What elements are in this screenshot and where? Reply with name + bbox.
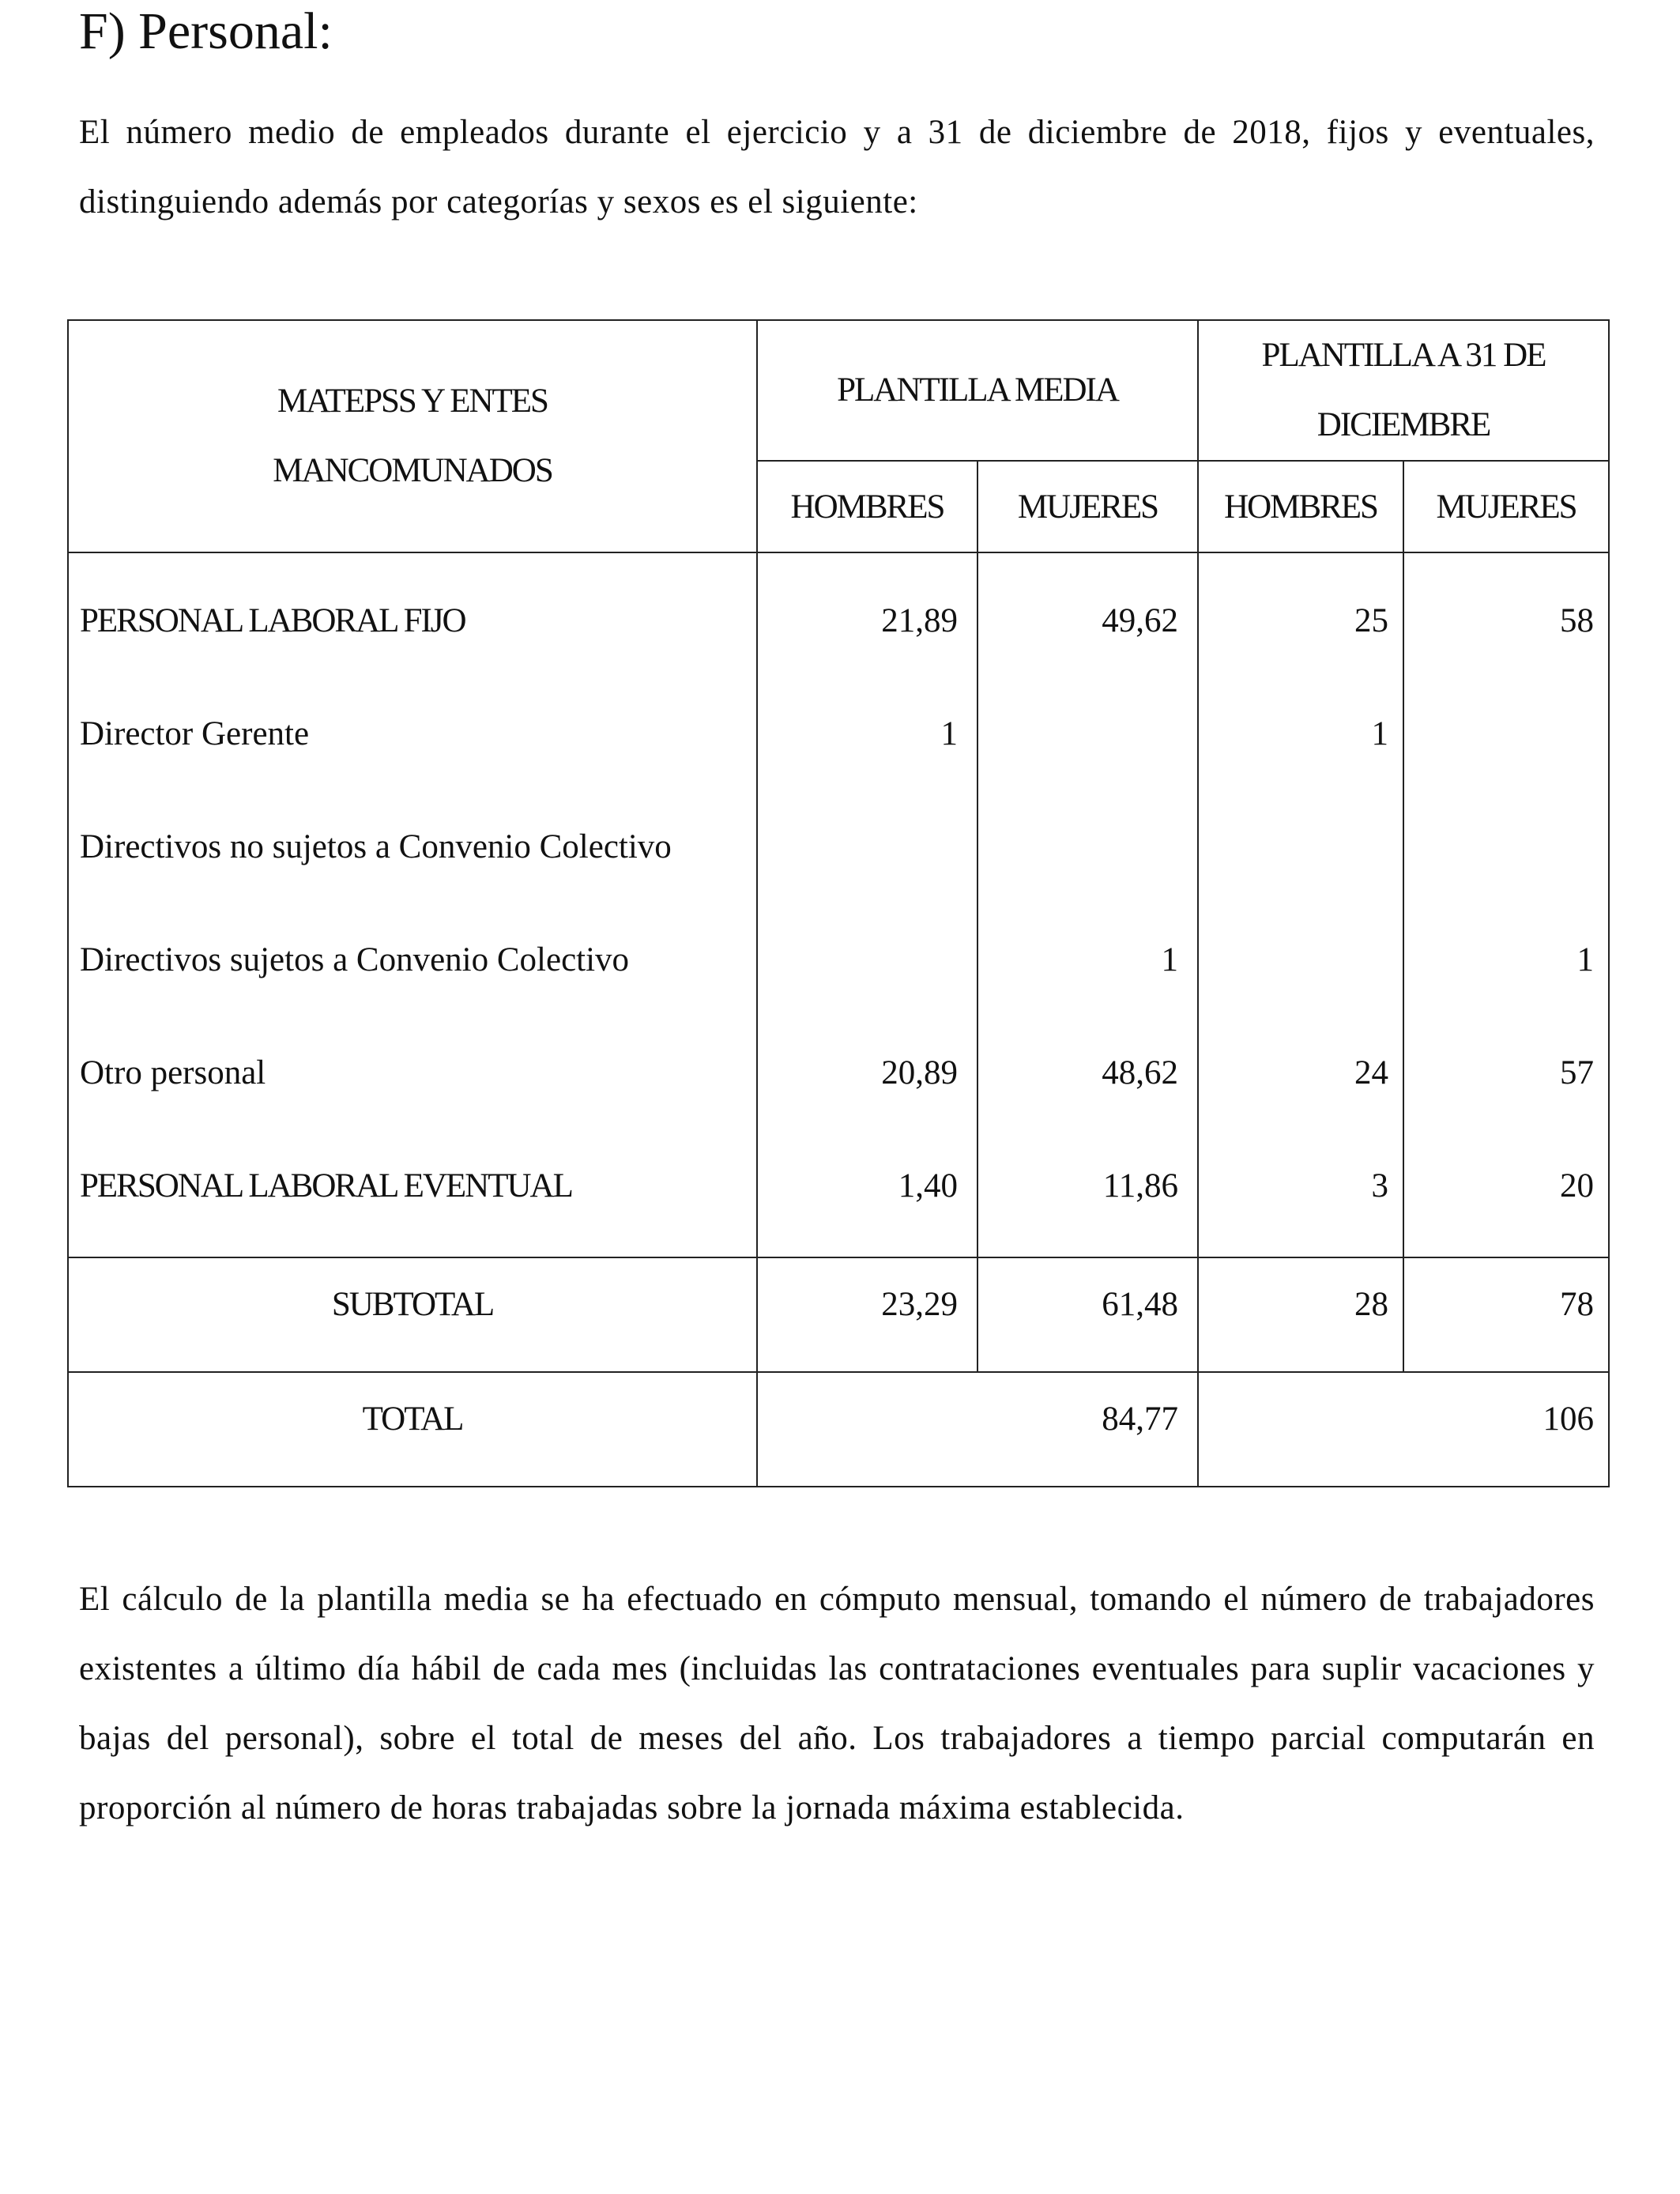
total-label-cell	[68, 1372, 757, 1487]
col-header-mujeres-dic: MUJERES	[1403, 461, 1609, 552]
col-header-hombres-dic: HOMBRES	[1198, 461, 1403, 552]
cell-value: 1	[1371, 715, 1389, 752]
cell-value: 24	[1354, 1054, 1389, 1091]
cell-value	[1404, 677, 1608, 790]
subtotal-dic-hombres	[1198, 1257, 1403, 1372]
intro-paragraph: El número medio de empleados durante el ejercicio y a 31 de diciembre de 2018, fijos y eventuales, distinguiendo además por categorías y sexos es el siguiente:	[79, 114, 1595, 221]
total-media-cell	[757, 1372, 1198, 1487]
group-header-dic	[1198, 320, 1609, 461]
closing-paragraph: El cálculo de la plantilla media se ha efectuado en cómputo mensual, tomando el número de trabajadores existentes a último día hábil de cada mes (incluidas las contrataciones eventuales para suplir vacaciones y bajas del personal), sobre el total de meses del año. Los trabajadores a tiempo parcial computarán en proporción al número de horas trabajadas sobre la jornada máxima establecida.	[79, 1581, 1595, 1826]
media-hombres-column	[757, 552, 977, 1257]
subtotal-dic-mujeres	[1403, 1257, 1609, 1372]
row-label: Director Gerente	[80, 715, 310, 752]
group-header-media: PLANTILLA MEDIA	[757, 320, 1198, 461]
staff-table	[67, 319, 1610, 1487]
media-mujeres-column	[977, 552, 1198, 1257]
section-title: F) Personal:	[79, 2, 333, 60]
cell-value: 1	[1576, 941, 1595, 978]
group-header-dic-text: PLANTILLA A 31 DE DICIEMBRE	[1261, 337, 1546, 443]
cell-value: 20,89	[881, 1054, 958, 1091]
cell-value: 84,77	[1102, 1400, 1179, 1438]
row-label: Otro personal	[80, 1054, 266, 1091]
row-label: PERSONAL LABORAL EVENTUAL	[80, 1167, 572, 1204]
cell-value: 61,48	[1102, 1286, 1179, 1323]
cell-value: 3	[1371, 1167, 1389, 1204]
cell-value	[978, 677, 1197, 790]
cell-value: 78	[1560, 1286, 1595, 1323]
col-header-mujeres-media: MUJERES	[977, 461, 1198, 552]
total-row	[68, 1372, 1609, 1487]
cell-value: 28	[1354, 1286, 1389, 1323]
cell-value: 48,62	[1102, 1054, 1179, 1091]
dic-mujeres-column	[1403, 552, 1609, 1257]
subtotal-media-hombres	[757, 1257, 977, 1372]
subtotal-label-cell	[68, 1257, 757, 1372]
subtotal-label: SUBTOTAL	[331, 1286, 494, 1323]
cell-value	[758, 790, 977, 903]
row-label: Directivos sujetos a Convenio Colectivo	[80, 941, 630, 978]
cell-value	[1199, 903, 1403, 1016]
cell-value	[1199, 790, 1403, 903]
cell-value: 11,86	[1102, 1167, 1179, 1204]
cell-value: 1,40	[898, 1167, 958, 1204]
cell-value: 21,89	[881, 602, 958, 639]
cell-value	[1404, 790, 1608, 903]
cell-value: 58	[1560, 602, 1595, 639]
cell-value: 25	[1354, 602, 1389, 639]
cell-value: 20	[1560, 1167, 1595, 1204]
cell-value: 106	[1543, 1400, 1595, 1438]
cell-value	[758, 903, 977, 1016]
cell-value: 1	[1161, 941, 1179, 978]
total-dic-cell	[1198, 1372, 1609, 1487]
row-labels-cell	[68, 552, 757, 1257]
cell-value: 1	[940, 715, 958, 752]
cell-value: 23,29	[881, 1286, 958, 1323]
cell-value: 49,62	[1102, 602, 1179, 639]
total-label: TOTAL	[362, 1400, 463, 1438]
row-label: PERSONAL LABORAL FIJO	[80, 602, 465, 639]
corner-header	[68, 320, 757, 552]
row-label: Directivos no sujetos a Convenio Colectivo	[80, 828, 672, 865]
corner-header-text: MATEPSS Y ENTES MANCOMUNADOS	[273, 383, 552, 489]
subtotal-media-mujeres	[977, 1257, 1198, 1372]
col-header-hombres-media: HOMBRES	[757, 461, 977, 552]
cell-value: 57	[1560, 1054, 1595, 1091]
subtotal-row	[68, 1257, 1609, 1372]
cell-value	[978, 790, 1197, 903]
dic-hombres-column	[1198, 552, 1403, 1257]
